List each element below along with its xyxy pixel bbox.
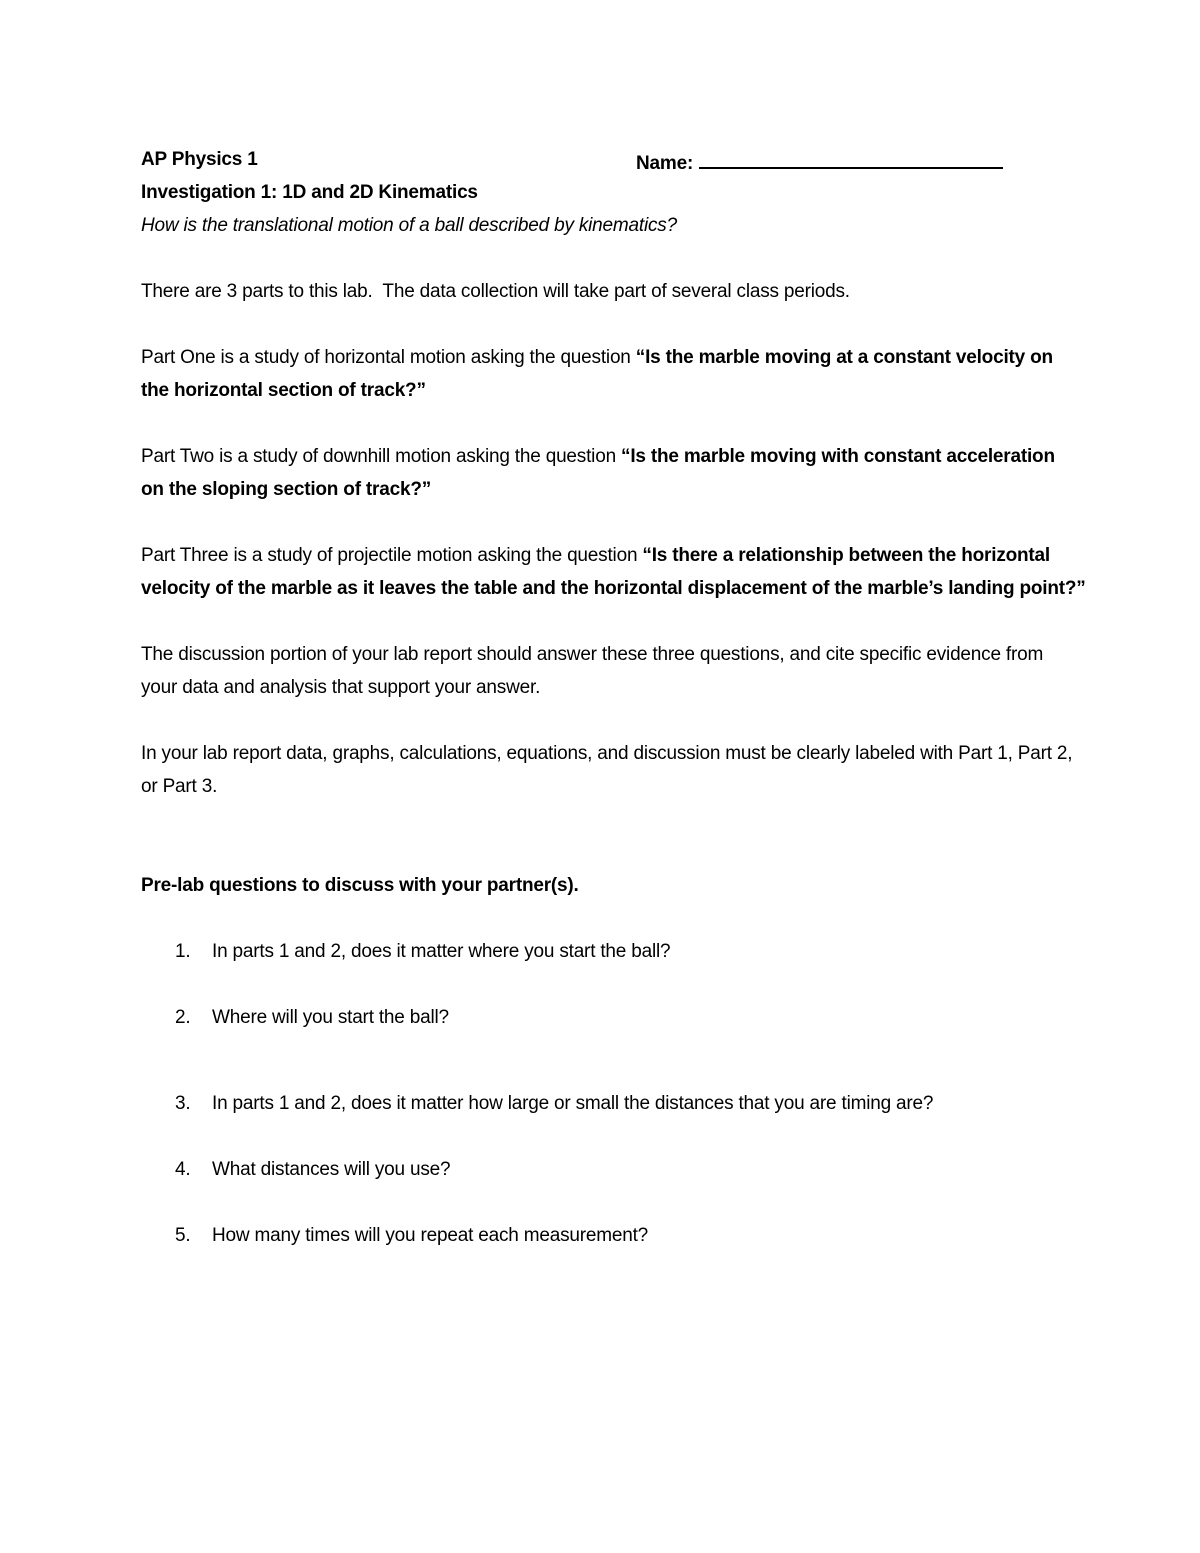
prelab-heading: Pre-lab questions to discuss with your partner(s). — [141, 875, 579, 896]
part-three-paragraph — [141, 539, 1086, 605]
question-text: In parts 1 and 2, does it matter how large or small the distances that you are timing are? — [212, 1093, 934, 1114]
part-one-lead: Part One is a study of horizontal motion asking the question — [141, 347, 636, 368]
question-number: 4. — [175, 1159, 191, 1180]
intro-paragraph: There are 3 parts to this lab. The data collection will take part of several class periods. — [141, 281, 850, 302]
part-two-paragraph — [141, 440, 1071, 506]
prelab-question-list — [141, 935, 1091, 1252]
list-item — [141, 1087, 1091, 1120]
question-number: 5. — [175, 1225, 191, 1246]
investigation-title: Investigation 1: 1D and 2D Kinematics — [141, 182, 478, 203]
name-label: Name: — [636, 153, 694, 174]
list-item — [141, 1153, 1091, 1186]
course-name: AP Physics 1 — [141, 149, 258, 170]
list-item — [141, 1001, 1091, 1034]
list-item — [141, 1219, 1091, 1252]
discussion-paragraph: The discussion portion of your lab report should answer these three questions, and cite specific evidence from your data and analysis that support your answer. — [141, 644, 1044, 698]
question-text: In parts 1 and 2, does it matter where you start the ball? — [212, 941, 671, 962]
header-row — [141, 143, 1091, 176]
list-item — [141, 935, 1091, 968]
investigation-question: How is the translational motion of a ball described by kinematics? — [141, 215, 677, 236]
document-body — [141, 143, 1091, 1252]
part-two-question: “Is the marble moving with constant acceleration on the sloping section of track?” — [141, 446, 1055, 500]
part-two-lead: Part Two is a study of downhill motion asking the question — [141, 446, 622, 467]
name-blank-line — [699, 143, 1003, 169]
question-text: Where will you start the ball? — [212, 1007, 449, 1028]
name-field — [636, 143, 1003, 180]
question-text: What distances will you use? — [212, 1159, 451, 1180]
question-number: 3. — [175, 1093, 191, 1114]
labeling-paragraph: In your lab report data, graphs, calculations, equations, and discussion must be clearly labeled with Part 1, Part 2, or Part 3. — [141, 743, 1073, 797]
part-three-lead: Part Three is a study of projectile motion asking the question — [141, 545, 643, 566]
part-one-paragraph — [141, 341, 1071, 407]
part-three-question: “Is there a relationship between the horizontal velocity of the marble as it leaves the table and the horizontal displacement of the marble’s landing point?” — [141, 545, 1086, 599]
question-text: How many times will you repeat each measurement? — [212, 1225, 649, 1246]
question-number: 1. — [175, 941, 191, 962]
part-one-question: “Is the marble moving at a constant velocity on the horizontal section of track?” — [141, 347, 1053, 401]
question-number: 2. — [175, 1007, 191, 1028]
